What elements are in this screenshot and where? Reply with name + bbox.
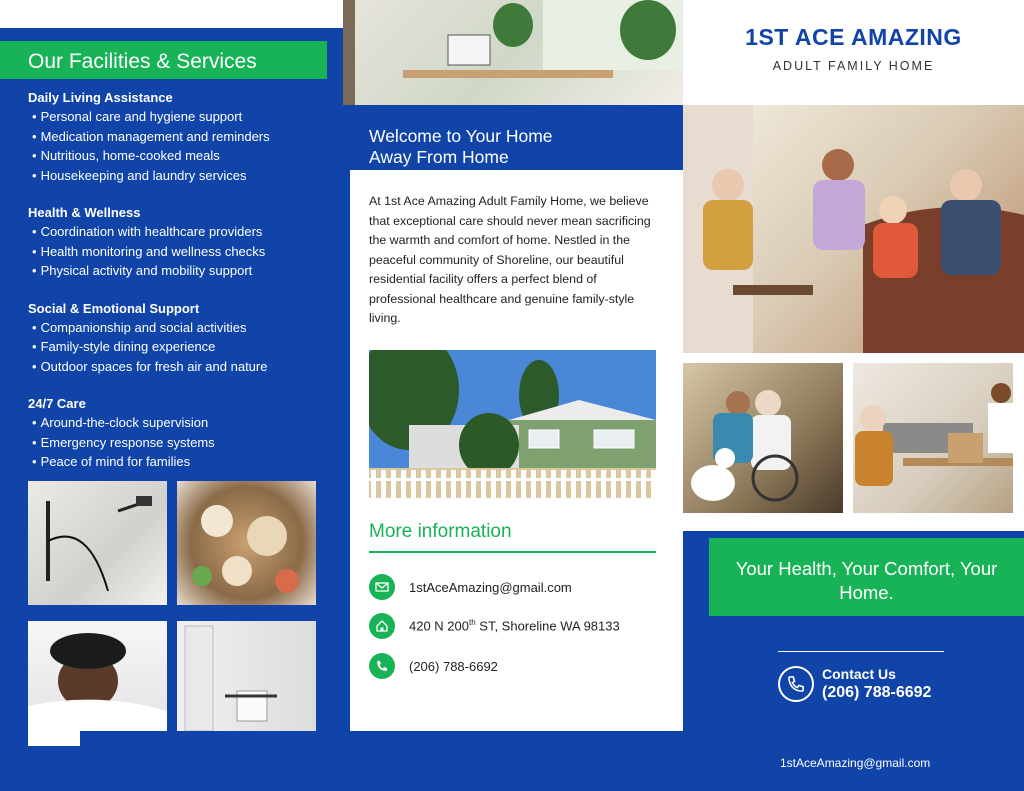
more-info-heading: More information (369, 521, 512, 542)
service-group-247 (28, 395, 328, 472)
service-group-title: Social & Emotional Support (28, 300, 200, 316)
phone-text[interactable]: (206) 788-6692 (409, 658, 498, 674)
brand-name: 1ST ACE AMAZING (745, 24, 962, 50)
address-suffix: th (469, 618, 476, 628)
contact-us-block[interactable] (778, 666, 931, 702)
left-corner-notch (28, 731, 80, 746)
service-item: • Physical activity and mobility support (28, 261, 328, 281)
address-row (369, 613, 620, 639)
address-street: ST, Shoreline WA 98133 (475, 618, 620, 634)
facilities-header: Our Facilities & Services (0, 41, 327, 79)
office-photo (343, 0, 683, 105)
phone-row[interactable] (369, 653, 498, 679)
middle-footer-bar (350, 731, 683, 791)
tagline: Your Health, Your Comfort, Your Home. (709, 538, 1024, 616)
welcome-title-line2: Away From Home (369, 147, 509, 167)
shower-photo (28, 481, 167, 605)
phone-icon (778, 666, 814, 702)
seniors-social-photo (683, 105, 1024, 353)
email-text[interactable]: 1stAceAmazing@gmail.com (409, 579, 572, 595)
contact-divider (778, 651, 944, 652)
service-item: • Coordination with healthcare providers (28, 222, 328, 242)
service-item: • Medication management and reminders (28, 127, 328, 147)
address-text (409, 618, 620, 633)
sleeping-photo (28, 621, 167, 731)
contact-us-title: Contact Us (822, 666, 896, 682)
more-info-divider (369, 551, 656, 553)
service-item: • Emergency response systems (28, 433, 328, 453)
address-number: 420 N 200 (409, 618, 469, 634)
service-item: • Family-style dining experience (28, 337, 328, 357)
service-group-title: 24/7 Care (28, 396, 86, 411)
welcome-title (369, 126, 669, 168)
service-group-daily (28, 89, 328, 185)
resident-dining-photo (853, 363, 1013, 513)
bathroom-photo (177, 621, 316, 731)
dining-photo (177, 481, 316, 605)
service-item: • Personal care and hygiene support (28, 107, 328, 127)
service-item: • Outdoor spaces for fresh air and nature (28, 357, 328, 377)
service-group-social (28, 300, 328, 377)
welcome-title-line1: Welcome to Your Home (369, 126, 553, 146)
service-item: • Peace of mind for families (28, 452, 328, 472)
contact-us-text (822, 666, 931, 702)
contact-us-phone[interactable]: (206) 788-6692 (822, 684, 932, 701)
services-list (28, 89, 328, 491)
brand-subtitle: ADULT FAMILY HOME (772, 59, 935, 73)
service-item: • Nutritious, home-cooked meals (28, 146, 328, 166)
brand-block (683, 24, 1024, 73)
service-item: • Around-the-clock supervision (28, 413, 328, 433)
welcome-body: At 1st Ace Amazing Adult Family Home, we believe that exceptional care should never mean sacrificing the warmth and comfort of home. Nestled in the peaceful community of Shoreline, our beautiful residential facility offers a perfect blend of professional healthcare and genuine family-style living. (369, 194, 651, 325)
home-icon (369, 613, 395, 639)
service-group-health (28, 204, 328, 281)
service-item: • Housekeeping and laundry services (28, 166, 328, 186)
footer-email[interactable]: 1stAceAmazing@gmail.com (780, 756, 931, 770)
email-row[interactable] (369, 574, 572, 600)
service-item: • Companionship and social activities (28, 318, 328, 338)
service-group-title: Health & Wellness (28, 205, 141, 220)
resident-with-dog-photo (683, 363, 843, 513)
house-photo (369, 350, 656, 498)
service-group-title: Daily Living Assistance (28, 90, 173, 105)
service-item: • Health monitoring and wellness checks (28, 242, 328, 262)
mail-icon (369, 574, 395, 600)
phone-icon (369, 653, 395, 679)
